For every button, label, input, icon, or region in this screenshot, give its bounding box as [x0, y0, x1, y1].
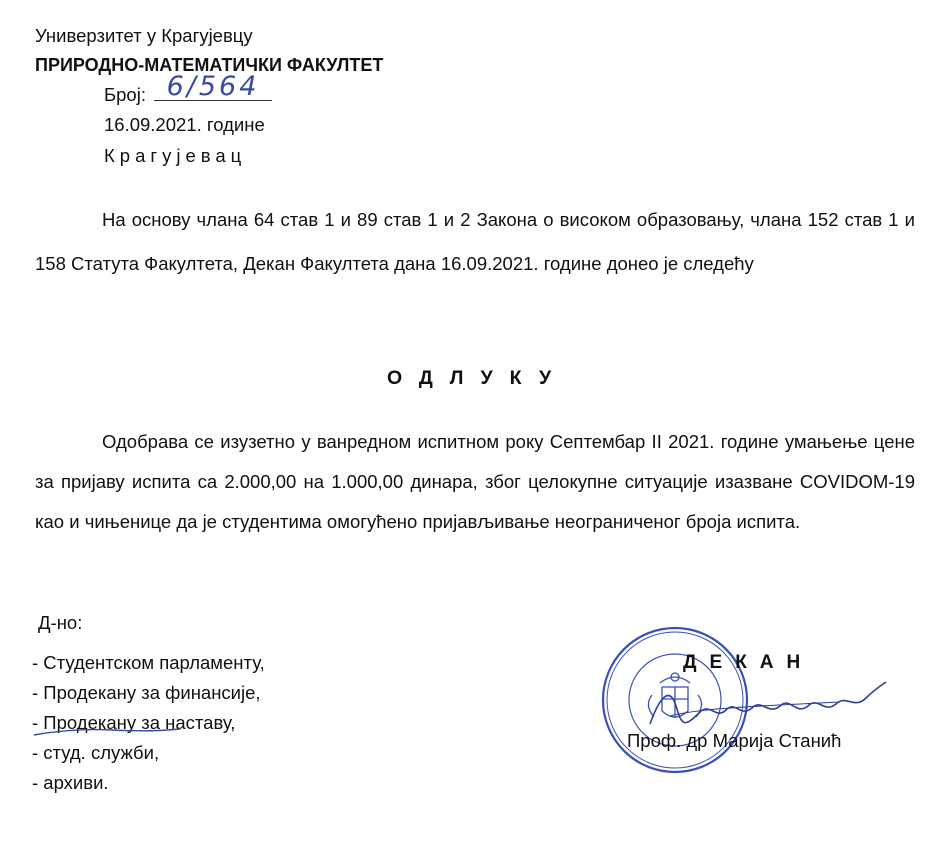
decision-title: ОДЛУКУ [387, 367, 569, 389]
decision-text: Одобрава се изузетно у ванредном испитном року Септембар II 2021. године умањење цене за пријаву испита са 2.000,00 на 1.000,00 динара, због целокупне ситуације изазване COVIDOM-19 као и чињенице да је студентима омогућено пријављивање неограниченог броја испита. [35, 431, 915, 532]
list-item: - Продекану за наставу, [32, 712, 236, 733]
distribution-label: Д-но: [38, 612, 83, 633]
handwritten-signature [640, 676, 890, 736]
legal-basis-paragraph [35, 198, 915, 286]
list-item: - студ. служби, [32, 742, 160, 763]
list-item: - Студентском парламенту, [32, 652, 265, 673]
list-item: - архиви. [32, 772, 109, 793]
decision-paragraph [35, 422, 915, 542]
document-number-handwritten: 6/564 [154, 74, 272, 101]
list-item: - Продекану за финансије, [32, 682, 261, 703]
distribution-list [32, 648, 265, 798]
faculty-name: ПРИРОДНО-МАТЕМАТИЧКИ ФАКУЛТЕТ [35, 55, 384, 75]
document-date: 16.09.2021. године [104, 114, 265, 135]
university-name: Универзитет у Крагујевцу [35, 25, 253, 46]
document-number-label: Број: [104, 84, 146, 105]
dean-title: ДЕКАН [683, 652, 814, 673]
handwritten-underline [32, 726, 182, 738]
legal-basis-text: На основу члана 64 став 1 и 89 став 1 и 2 Закона о високом образовању, члана 152 став 1 и 158 Статута Факултета, Декан Факултета дана 16.09.2021. године донео је следећу [35, 209, 915, 274]
dean-name: Проф. др Марија Станић [627, 730, 842, 751]
document-city: Крагујевац [104, 145, 247, 166]
